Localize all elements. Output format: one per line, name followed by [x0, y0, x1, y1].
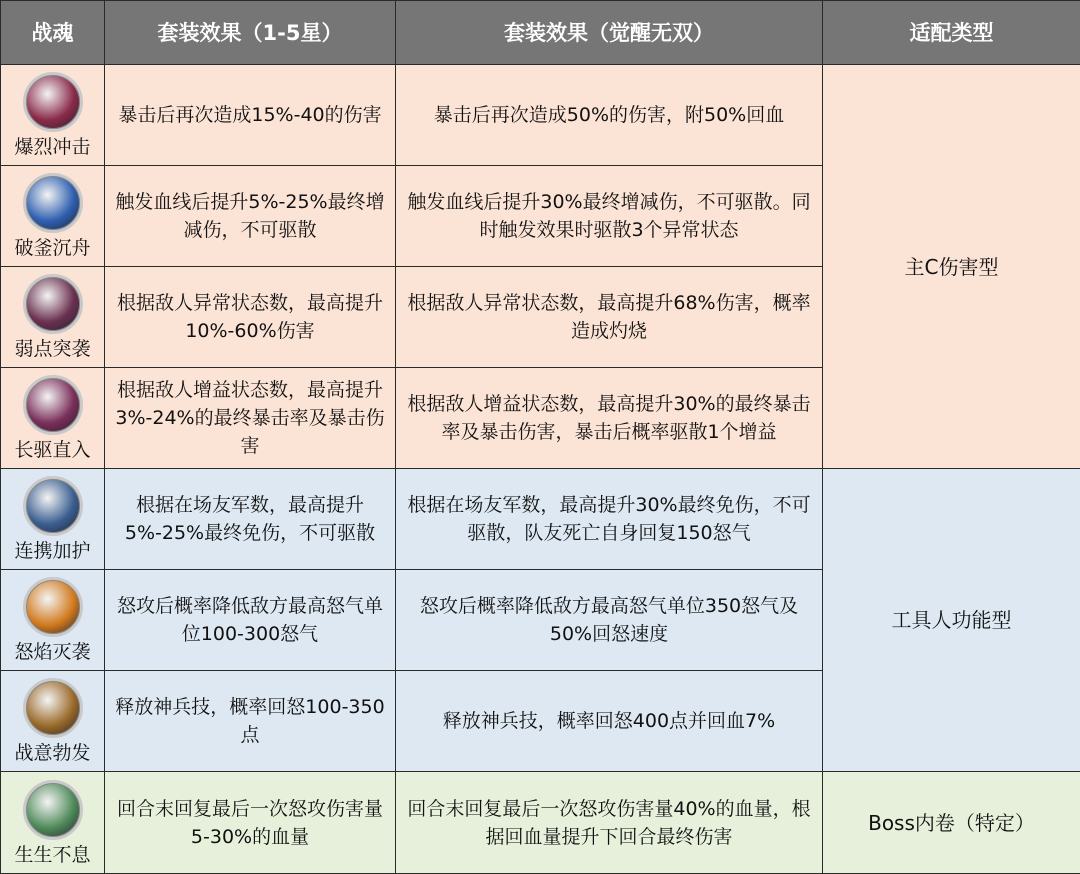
sword-icon — [23, 173, 83, 233]
soul-cell — [1, 166, 105, 267]
effect-awaken-cell: 释放神兵技，概率回怒400点并回血7% — [396, 671, 823, 772]
effect-awaken-cell: 怒攻后概率降低敌方最高怒气单位350怒气及50%回怒速度 — [396, 570, 823, 671]
effect-1-5-cell: 怒攻后概率降低敌方最高怒气单位100-300怒气 — [105, 570, 396, 671]
type-cell-tool: 工具人功能型 — [823, 469, 1080, 772]
header-effect-1-5-star: 套装效果（1-5星） — [105, 1, 396, 65]
type-cell-dps: 主C伤害型 — [823, 65, 1080, 469]
guardian-icon — [23, 476, 83, 536]
soul-name: 生生不息 — [14, 843, 91, 866]
flame-warrior-icon — [23, 577, 83, 637]
table-row — [1, 772, 1080, 874]
soul-name: 破釜沉舟 — [14, 237, 91, 259]
header-type: 适配类型 — [823, 1, 1080, 65]
effect-1-5-cell: 回合末回复最后一次怒攻伤害量5-30%的血量 — [105, 772, 396, 874]
soul-cell — [1, 267, 105, 368]
header-row — [1, 1, 1080, 65]
effect-1-5-cell: 根据在场友军数，最高提升5%-25%最终免伤，不可驱散 — [105, 469, 396, 570]
leaf-icon — [23, 780, 83, 840]
effect-awaken-cell: 回合末回复最后一次怒攻伤害量40%的血量，根据回血量提升下回合最终伤害 — [396, 772, 823, 874]
soul-name: 爆烈冲击 — [14, 136, 91, 158]
soul-name: 弱点突袭 — [14, 338, 91, 360]
soul-name: 长驱直入 — [14, 439, 91, 461]
header-soul: 战魂 — [1, 1, 105, 65]
soul-cell — [1, 469, 105, 570]
type-cell-boss: Boss内卷（特定） — [823, 772, 1080, 874]
soul-cell — [1, 368, 105, 469]
effect-1-5-cell: 触发血线后提升5%-25%最终增减伤，不可驱散 — [105, 166, 396, 267]
effect-1-5-cell: 根据敌人异常状态数，最高提升10%-60%伤害 — [105, 267, 396, 368]
burst-strike-icon — [23, 72, 83, 132]
soul-name: 战意勃发 — [14, 742, 91, 764]
table-row — [1, 469, 1080, 570]
assassin-icon — [23, 274, 83, 334]
effect-awaken-cell: 触发血线后提升30%最终增减伤，不可驱散。同时触发效果时驱散3个异常状态 — [396, 166, 823, 267]
soul-cell — [1, 772, 105, 874]
effect-1-5-cell: 根据敌人增益状态数，最高提升3%-24%的最终暴击率及暴击伤害 — [105, 368, 396, 469]
soul-cell — [1, 65, 105, 166]
soul-name: 连携加护 — [14, 540, 91, 562]
effect-awaken-cell: 根据敌人异常状态数，最高提升68%伤害，概率造成灼烧 — [396, 267, 823, 368]
soul-name: 怒焰灭袭 — [14, 641, 91, 663]
soul-cell — [1, 671, 105, 772]
effect-awaken-cell: 根据敌人增益状态数，最高提升30%的最终暴击率及暴击伤害，暴击后概率驱散1个增益 — [396, 368, 823, 469]
charge-icon — [23, 375, 83, 435]
effect-1-5-cell: 释放神兵技，概率回怒100-350点 — [105, 671, 396, 772]
effect-awaken-cell: 根据在场友军数，最高提升30%最终免伤，不可驱散，队友死亡自身回复150怒气 — [396, 469, 823, 570]
war-spirit-icon — [23, 678, 83, 738]
soul-cell — [1, 570, 105, 671]
effect-1-5-cell: 暴击后再次造成15%-40的伤害 — [105, 65, 396, 166]
header-effect-awaken: 套装效果（觉醒无双） — [396, 1, 823, 65]
table-row — [1, 65, 1080, 166]
effect-awaken-cell: 暴击后再次造成50%的伤害，附50%回血 — [396, 65, 823, 166]
